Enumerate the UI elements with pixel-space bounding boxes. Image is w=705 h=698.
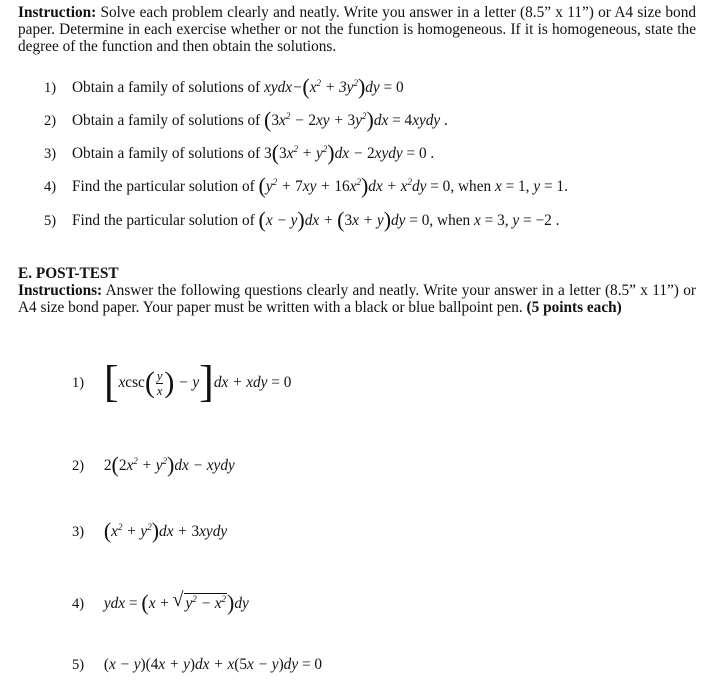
instruction-text: Solve each problem clearly and neatly. Write you answer in a letter (8.5” x 11”) or A4 size bond paper. Determine in each exercise whether or not the function is homogeneous. If it is homogeneous, state the degree of the function and then obtain the solutions. [18, 4, 696, 55]
exercise-equation: $(y^2 + 7xy + 16x^2)dx + x^2dy = 0$ [258, 173, 451, 198]
posttest-equation: $(x^2 + y^2)dx$ + 3xydy [103, 518, 228, 543]
instruction-paragraph [18, 4, 696, 55]
exercise-4 [44, 173, 568, 199]
exercise-number: 4) [44, 179, 57, 195]
exercise-text: Obtain a family of solutions of [72, 112, 265, 129]
exercise-text: Find the particular solution of [72, 212, 259, 229]
posttest-equation: (x − y)(4x + y)dx + x(5x − y)dy = 0 [103, 656, 323, 673]
exercise-5 [44, 207, 559, 233]
posttest-item-number: 5) [72, 657, 85, 673]
posttest-item-4 [72, 590, 249, 616]
exercise-equation: $3(3x^2 + y^2)dx$ − 2xydy = 0 . [264, 140, 435, 165]
exercise-text: Find the particular solution of [72, 178, 259, 195]
posttest-item-number: 3) [72, 524, 85, 540]
exercise-condition: x = 1, y = 1. [494, 178, 568, 195]
posttest-heading: E. POST-TEST [18, 265, 119, 282]
exercise-when: , when [429, 212, 475, 229]
exercise-equation: $(3x^2 - 2xy + 3y^2)dx$ = 4xydy . [264, 107, 448, 132]
posttest-label: Instructions: [18, 282, 103, 299]
posttest-equation: $2(2x^2 + y^2)dx$ − xydy [103, 452, 235, 477]
exercise-text: Obtain a family of solutions of [72, 79, 265, 96]
posttest-points: (5 points each) [526, 299, 622, 316]
posttest-instructions [18, 282, 696, 316]
exercise-1 [44, 74, 404, 100]
exercise-equation: (x − y)dx + (3x + y)dy = 0 [258, 207, 430, 232]
exercise-text: Obtain a family of solutions of [72, 145, 265, 162]
posttest-text: Answer the following questions clearly and neatly. Write your answer in a letter (8.5” x 11”) or A4 size bond paper. Your paper must be written with a black or blue ballpoint pen. [18, 282, 696, 316]
exercise-equation: $xydx-(x^2 + 3y^2)dy = 0$ [264, 74, 404, 99]
exercise-number: 2) [44, 113, 57, 129]
exercise-condition: x = 3, y = −2 . [474, 212, 560, 229]
exercise-2 [44, 107, 448, 133]
posttest-equation: [xcsc( $\frac{y}{x}$ ) − y]dx + xdy = 0 [103, 357, 292, 406]
posttest-item-3 [72, 518, 227, 544]
posttest-equation: ydx = (x + √ $y^2 - x^2)dy$ [104, 595, 249, 612]
exercise-number: 3) [44, 146, 57, 162]
exercise-when: , when [450, 178, 495, 195]
posttest-item-2 [72, 452, 235, 478]
exercise-3 [44, 140, 434, 166]
exercise-number: 1) [44, 80, 57, 96]
instruction-label: Instruction: [18, 4, 97, 21]
posttest-item-number: 1) [72, 375, 85, 391]
exercise-number: 5) [44, 213, 57, 229]
posttest-item-number: 2) [72, 458, 85, 474]
posttest-item-5 [72, 656, 322, 674]
posttest-item-number: 4) [72, 596, 85, 612]
posttest-item-1 [72, 356, 291, 407]
